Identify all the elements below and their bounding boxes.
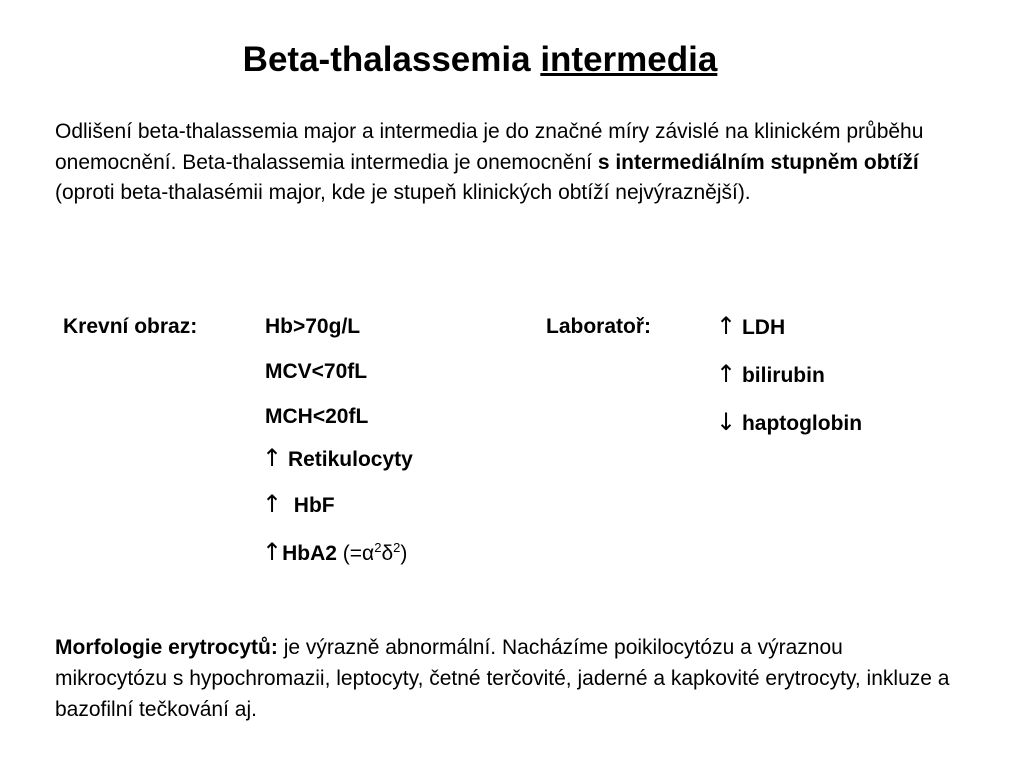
up-arrow-icon: ↑ [262,538,283,566]
lab-item-text: LDH [741,316,786,339]
blood-item-retikulocyty [262,445,413,473]
down-arrow-icon: ↓ [716,408,737,436]
lab-item-text: haptoglobin [741,412,863,435]
morphology-text: je výrazně abnormální. Nacházíme poikilocytózu a výraznou mikrocytózu s hypochromazii, leptocyty, četné terčovité, jaderné a kapkovité erytrocyty, inkluze a bazofilní tečkování aj. [55,636,950,721]
up-arrow-icon: ↑ [262,444,283,472]
blood-item-hba2 [262,539,407,567]
formula-sup-1: 2 [374,540,382,555]
up-arrow-icon: ↑ [262,490,283,518]
blood-item-text: HbF [293,494,335,517]
blood-item-text: MCH<20fL [265,405,369,428]
lab-label: Laboratoř: [546,315,651,338]
blood-item-text: HbA2 [282,542,337,565]
up-arrow-icon: ↑ [716,312,737,340]
blood-item-text: Hb>70g/L [265,315,361,338]
intro-text-1: Odlišení beta-thalassemia major a intermedia je do značné míry závislé na klinickém průběhu onemocnění. Beta-thalassemia intermedia je onemocnění [55,120,924,174]
lab-item-haptoglobin [716,409,862,437]
blood-item-mch [265,404,368,430]
title-underlined: intermedia [540,40,718,79]
blood-item-text: Retikulocyty [287,448,413,471]
morphology-label: Morfologie erytrocytů: [55,636,278,659]
blood-item-text: MCV<70fL [265,360,368,383]
title-main: Beta-thalassemia [242,40,531,79]
formula-mid: δ [381,542,394,565]
blood-label: Krevní obraz: [63,315,198,338]
blood-item-mcv [265,359,367,385]
blood-item-hb [265,314,360,340]
formula-sup-2: 2 [393,540,401,555]
blood-item-hbf [262,491,335,519]
formula-open: (=α [342,542,375,565]
intro-paragraph [55,117,935,209]
intro-bold: s intermediálním stupněm obtíží [597,150,919,174]
formula-close: ) [400,542,408,565]
page-title [0,38,960,82]
lab-item-bilirubin [716,361,825,389]
intro-text-2: (oproti beta-thalasémii major, kde je stupeň klinických obtíží nejvýraznější). [55,181,751,204]
lab-item-text: bilirubin [741,364,825,387]
hba2-formula [343,542,408,565]
morphology-paragraph [55,632,955,725]
lab-item-ldh [716,313,785,341]
up-arrow-icon: ↑ [716,360,737,388]
